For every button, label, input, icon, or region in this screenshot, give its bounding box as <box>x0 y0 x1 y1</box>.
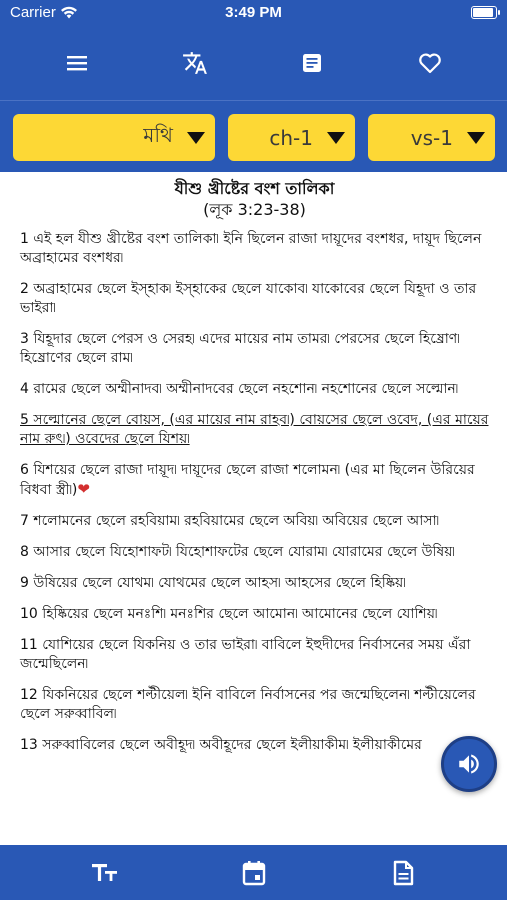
verse-8[interactable]: 8 আসার ছেলে যিহোশাফট৷ যিহোশাফটের ছেলে যোরাম৷ যোরামের ছেলে উষিয়৷ <box>20 544 455 560</box>
bottom-toolbar <box>0 845 507 900</box>
menu-button[interactable] <box>55 41 99 85</box>
caret-down-icon <box>467 132 485 144</box>
speaker-icon <box>456 751 482 777</box>
notes-button[interactable] <box>290 41 334 85</box>
book-dropdown[interactable] <box>13 114 215 161</box>
notes-icon <box>301 52 323 74</box>
verse-2[interactable]: 2 অব্রাহামের ছেলে ইস্হাক৷ ইস্হাকের ছেলে যাকোব৷ যাকোবের ছেলে যিহূদা ও তার ভাইরা৷ <box>20 281 477 316</box>
verse-6[interactable] <box>20 461 489 500</box>
chapter-reference: (লূক 3:23-38) <box>203 200 306 219</box>
audio-play-button[interactable] <box>441 736 497 792</box>
text-size-button[interactable] <box>80 848 130 898</box>
chapter-dropdown[interactable] <box>228 114 355 161</box>
carrier-label: Carrier <box>10 4 56 21</box>
text-size-icon <box>91 861 119 885</box>
verse-value: vs-1 <box>410 125 453 150</box>
heart-outline-icon <box>418 52 442 74</box>
translate-button[interactable] <box>173 41 217 85</box>
menu-icon <box>66 54 88 72</box>
verse-10[interactable]: 10 হিষ্কিয়ের ছেলে মনঃশি৷ মনঃশির ছেলে আমোন৷ আমোনের ছেলে যোশিয়৷ <box>20 606 438 622</box>
caret-down-icon <box>327 132 345 144</box>
scripture-content[interactable] <box>0 172 507 845</box>
calendar-button[interactable] <box>229 848 279 898</box>
favorite-heart-icon[interactable]: ❤ <box>77 480 90 498</box>
translate-icon <box>182 50 208 76</box>
verse-4[interactable]: 4 রামের ছেলে অম্মীনাদব৷ অম্মীনাদবের ছেলে নহশোন৷ নহশোনের ছেলে সল্মোন৷ <box>20 381 459 397</box>
favorites-button[interactable] <box>408 41 452 85</box>
calendar-icon <box>242 860 266 886</box>
document-icon <box>392 860 414 886</box>
verse-11[interactable]: 11 যোশিয়ের ছেলে যিকনিয় ও তার ভাইরা৷ বাবিলে ইহুদীদের নির্বাসনের সময় এঁরা জন্মেছিলেন৷ <box>20 637 471 672</box>
verse-9[interactable]: 9 উষিয়ের ছেলে যোথম৷ যোথমের ছেলে আহস৷ আহসের ছেলে হিষ্কিয়৷ <box>20 575 406 591</box>
chapter-value: ch-1 <box>269 125 313 150</box>
verse-13[interactable]: 13 সরুব্বাবিলের ছেলে অবীহূদ৷ অবীহূদের ছেলে ইলীয়াকীম৷ ইলীয়াকীমের <box>20 737 422 753</box>
verse-7[interactable]: 7 শলোমনের ছেলে রহবিয়াম৷ রহবিয়ামের ছেলে অবিয়৷ অবিয়ের ছেলে আসা৷ <box>20 513 440 529</box>
verse-3[interactable]: 3 যিহূদার ছেলে পেরস ও সেরহ৷ এদের মায়ের নাম তামর৷ পেরসের ছেলে হিষ্রোণ৷ হিষ্রোণের ছেলে রাম৷ <box>20 331 460 366</box>
top-toolbar <box>0 26 507 100</box>
verse-1[interactable]: 1 এই হল যীশু খ্রীষ্টের বংশ তালিকা৷ ইনি ছিলেন রাজা দায়ূদের বংশধর, দায়ূদ ছিলেন অব্রাহামের বংশধর৷ <box>20 231 482 266</box>
caret-down-icon <box>187 132 205 144</box>
verse-5-highlighted[interactable]: 5 সল্মোনের ছেলে বোয়স, (এর মায়ের নাম রাহব৷) বোয়সের ছেলে ওবেদ, (এর মায়ের নাম রুৎ৷) ওবেদের ছেলে যিশয়৷ <box>20 412 489 447</box>
verse-12[interactable]: 12 যিকনিয়ের ছেলে শল্টীয়েল৷ ইনি বাবিলে নির্বাসনের পর জন্মেছিলেন৷ শল্টীয়েলের ছেলে সরুব্বাবিল৷ <box>20 687 476 722</box>
battery-icon <box>471 6 497 19</box>
passage-selector-bar <box>0 100 507 172</box>
document-button[interactable] <box>378 848 428 898</box>
verse-6-text: 6 যিশয়ের ছেলে রাজা দায়ূদ৷ দায়ূদের ছেলে রাজা শলোমন৷ (এর মা ছিলেন উরিয়ের বিধবা স্ত্রী৷) <box>20 462 475 498</box>
verse-dropdown[interactable] <box>368 114 495 161</box>
chapter-title: যীশু খ্রীষ্টের বংশ তালিকা <box>174 179 335 198</box>
status-bar <box>0 0 507 26</box>
status-time: 3:49 PM <box>225 4 282 21</box>
book-value: মথি <box>143 123 173 147</box>
